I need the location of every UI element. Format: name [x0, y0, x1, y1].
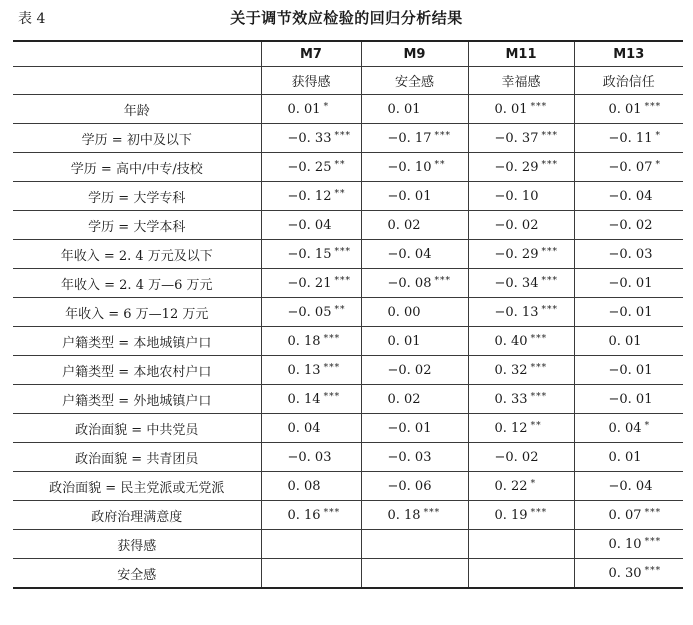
significance-stars: ***	[644, 507, 662, 518]
coefficient-value: 0. 18	[387, 507, 421, 523]
coefficient-cell	[574, 501, 683, 530]
coefficient-value: 0. 04	[287, 420, 321, 436]
row-label: 获得感	[13, 530, 261, 559]
coefficient-value: 0. 12	[494, 420, 528, 436]
coefficient-value: −0. 01	[608, 362, 653, 378]
table-caption	[0, 6, 693, 30]
coefficient-value: 0. 02	[387, 217, 421, 233]
coefficient-value: −0. 25	[287, 159, 332, 175]
table-row	[13, 182, 683, 211]
model-header: M13	[574, 41, 683, 67]
variable-header-row	[13, 67, 683, 95]
table-row	[13, 298, 683, 327]
coefficient-value: −0. 03	[608, 246, 653, 262]
coefficient-cell	[574, 269, 683, 298]
coefficient-value: −0. 12	[287, 188, 332, 204]
significance-stars: ***	[530, 391, 548, 402]
coefficient-value: −0. 02	[494, 449, 539, 465]
variable-header: 安全感	[361, 67, 468, 95]
table-number: 表 4	[18, 11, 46, 27]
coefficient-value: 0. 04	[608, 420, 642, 436]
coefficient-cell	[361, 530, 468, 559]
significance-stars: ***	[323, 362, 341, 373]
regression-results-table	[13, 40, 683, 589]
model-header: M11	[468, 41, 574, 67]
significance-stars: ***	[644, 565, 662, 576]
coefficient-cell	[261, 443, 361, 472]
coefficient-cell	[468, 356, 574, 385]
coefficient-value: 0. 00	[387, 304, 421, 320]
significance-stars: ***	[530, 101, 548, 112]
coefficient-value: −0. 29	[494, 246, 539, 262]
row-label: 户籍类型 = 本地农村户口	[13, 356, 261, 385]
table-row	[13, 240, 683, 269]
coefficient-cell	[361, 182, 468, 211]
coefficient-cell	[574, 530, 683, 559]
significance-stars: **	[334, 159, 346, 170]
coefficient-value: −0. 03	[387, 449, 432, 465]
coefficient-value: −0. 07	[608, 159, 653, 175]
coefficient-cell	[574, 240, 683, 269]
coefficient-value: 0. 01	[387, 333, 421, 349]
coefficient-value: 0. 16	[287, 507, 321, 523]
table-row	[13, 211, 683, 240]
coefficient-cell	[361, 385, 468, 414]
row-label: 安全感	[13, 559, 261, 589]
coefficient-value: 0. 18	[287, 333, 321, 349]
header-corner	[13, 67, 261, 95]
coefficient-value: −0. 01	[387, 420, 432, 436]
coefficient-value: −0. 04	[287, 217, 332, 233]
coefficient-value: 0. 01	[387, 101, 421, 117]
coefficient-value: 0. 13	[287, 362, 321, 378]
coefficient-cell	[361, 414, 468, 443]
coefficient-cell	[468, 153, 574, 182]
coefficient-cell	[574, 95, 683, 124]
row-label: 学历 = 高中/中专/技校	[13, 153, 261, 182]
coefficient-cell	[574, 124, 683, 153]
coefficient-cell	[574, 414, 683, 443]
row-label: 政治面貌 = 中共党员	[13, 414, 261, 443]
coefficient-cell	[361, 95, 468, 124]
coefficient-cell	[361, 298, 468, 327]
coefficient-value: −0. 02	[494, 217, 539, 233]
significance-stars: ***	[334, 130, 351, 141]
coefficient-value: −0. 01	[608, 391, 653, 407]
variable-header: 幸福感	[468, 67, 574, 95]
significance-stars: ***	[530, 362, 548, 373]
coefficient-value: −0. 13	[494, 304, 539, 320]
significance-stars: ***	[644, 536, 662, 547]
coefficient-cell	[468, 327, 574, 356]
table-row	[13, 95, 683, 124]
coefficient-value: 0. 10	[608, 536, 642, 552]
coefficient-value: −0. 33	[287, 130, 332, 146]
significance-stars: ***	[541, 246, 558, 257]
coefficient-cell	[261, 559, 361, 589]
coefficient-cell	[468, 182, 574, 211]
coefficient-cell	[261, 501, 361, 530]
coefficient-value: −0. 17	[387, 130, 432, 146]
significance-stars: ***	[423, 507, 441, 518]
coefficient-value: −0. 05	[287, 304, 332, 320]
significance-stars: **	[434, 159, 446, 170]
coefficient-cell	[468, 385, 574, 414]
coefficient-value: 0. 01	[608, 333, 642, 349]
coefficient-value: 0. 19	[494, 507, 528, 523]
coefficient-cell	[361, 153, 468, 182]
coefficient-value: −0. 10	[387, 159, 432, 175]
significance-stars: **	[334, 188, 346, 199]
significance-stars: *	[655, 159, 661, 170]
significance-stars: ***	[541, 159, 558, 170]
coefficient-cell	[574, 443, 683, 472]
table-row	[13, 153, 683, 182]
coefficient-value: −0. 01	[608, 275, 653, 291]
coefficient-cell	[468, 240, 574, 269]
coefficient-value: 0. 40	[494, 333, 528, 349]
coefficient-cell	[261, 95, 361, 124]
coefficient-cell	[361, 211, 468, 240]
coefficient-cell	[261, 327, 361, 356]
coefficient-cell	[468, 559, 574, 589]
model-header: M9	[361, 41, 468, 67]
row-label: 户籍类型 = 本地城镇户口	[13, 327, 261, 356]
coefficient-value: 0. 33	[494, 391, 528, 407]
table-row	[13, 124, 683, 153]
coefficient-value: −0. 29	[494, 159, 539, 175]
coefficient-cell	[361, 356, 468, 385]
coefficient-value: −0. 08	[387, 275, 432, 291]
row-label: 学历 = 初中及以下	[13, 124, 261, 153]
coefficient-value: −0. 03	[287, 449, 332, 465]
coefficient-value: 0. 22	[494, 478, 528, 494]
row-label: 学历 = 大学本科	[13, 211, 261, 240]
coefficient-cell	[468, 211, 574, 240]
coefficient-value: −0. 01	[608, 304, 653, 320]
significance-stars: **	[334, 304, 346, 315]
significance-stars: ***	[530, 333, 548, 344]
coefficient-value: 0. 01	[494, 101, 528, 117]
coefficient-cell	[261, 530, 361, 559]
significance-stars: ***	[644, 101, 662, 112]
coefficient-cell	[574, 182, 683, 211]
coefficient-cell	[574, 385, 683, 414]
coefficient-cell	[261, 298, 361, 327]
coefficient-cell	[361, 501, 468, 530]
significance-stars: *	[644, 420, 651, 431]
table-row	[13, 443, 683, 472]
coefficient-cell	[574, 356, 683, 385]
coefficient-cell	[261, 240, 361, 269]
model-header-row	[13, 41, 683, 67]
table-row	[13, 501, 683, 530]
coefficient-cell	[574, 211, 683, 240]
table-row	[13, 472, 683, 501]
significance-stars: *	[655, 130, 661, 141]
variable-header: 获得感	[261, 67, 361, 95]
coefficient-value: 0. 08	[287, 478, 321, 494]
coefficient-value: 0. 01	[608, 449, 642, 465]
row-label: 年收入 = 2. 4 万—6 万元	[13, 269, 261, 298]
coefficient-cell	[468, 443, 574, 472]
row-label: 政治面貌 = 共青团员	[13, 443, 261, 472]
variable-header: 政治信任	[574, 67, 683, 95]
coefficient-cell	[261, 356, 361, 385]
coefficient-value: −0. 37	[494, 130, 539, 146]
row-label: 年龄	[13, 95, 261, 124]
coefficient-cell	[361, 124, 468, 153]
significance-stars: ***	[541, 130, 558, 141]
coefficient-value: 0. 07	[608, 507, 642, 523]
coefficient-cell	[261, 153, 361, 182]
significance-stars: ***	[323, 391, 341, 402]
significance-stars: ***	[434, 275, 451, 286]
significance-stars: *	[323, 101, 330, 112]
row-label: 政府治理满意度	[13, 501, 261, 530]
coefficient-cell	[361, 269, 468, 298]
significance-stars: ***	[541, 304, 558, 315]
coefficient-cell	[574, 327, 683, 356]
row-label: 户籍类型 = 外地城镇户口	[13, 385, 261, 414]
significance-stars: ***	[323, 333, 341, 344]
coefficient-value: −0. 02	[608, 217, 653, 233]
significance-stars: ***	[434, 130, 451, 141]
model-header: M7	[261, 41, 361, 67]
table-row	[13, 530, 683, 559]
coefficient-value: 0. 01	[287, 101, 321, 117]
coefficient-cell	[261, 182, 361, 211]
coefficient-value: 0. 32	[494, 362, 528, 378]
row-label: 年收入 = 6 万—12 万元	[13, 298, 261, 327]
significance-stars: ***	[334, 275, 351, 286]
coefficient-value: −0. 02	[387, 362, 432, 378]
coefficient-value: −0. 15	[287, 246, 332, 262]
table-title: 关于调节效应检验的回归分析结果	[230, 9, 463, 27]
coefficient-cell	[261, 472, 361, 501]
row-label: 年收入 = 2. 4 万元及以下	[13, 240, 261, 269]
coefficient-cell	[468, 414, 574, 443]
significance-stars: ***	[530, 507, 548, 518]
coefficient-cell	[468, 124, 574, 153]
significance-stars: ***	[323, 507, 341, 518]
significance-stars: **	[530, 420, 542, 431]
table-row	[13, 356, 683, 385]
coefficient-cell	[361, 240, 468, 269]
significance-stars: *	[530, 478, 537, 489]
row-label: 学历 = 大学专科	[13, 182, 261, 211]
table-row	[13, 327, 683, 356]
coefficient-value: −0. 34	[494, 275, 539, 291]
coefficient-cell	[574, 298, 683, 327]
coefficient-value: 0. 14	[287, 391, 321, 407]
coefficient-value: −0. 11	[608, 130, 653, 146]
coefficient-value: 0. 30	[608, 565, 642, 581]
coefficient-cell	[361, 472, 468, 501]
significance-stars: ***	[541, 275, 558, 286]
significance-stars: ***	[334, 246, 351, 257]
coefficient-value: −0. 01	[387, 188, 432, 204]
coefficient-cell	[574, 472, 683, 501]
table-row	[13, 414, 683, 443]
coefficient-cell	[261, 124, 361, 153]
coefficient-cell	[468, 269, 574, 298]
coefficient-value: −0. 04	[608, 478, 653, 494]
coefficient-cell	[361, 559, 468, 589]
coefficient-cell	[261, 211, 361, 240]
coefficient-value: −0. 06	[387, 478, 432, 494]
coefficient-cell	[261, 414, 361, 443]
coefficient-value: −0. 04	[387, 246, 432, 262]
table-row	[13, 269, 683, 298]
row-label: 政治面貌 = 民主党派或无党派	[13, 472, 261, 501]
coefficient-cell	[468, 298, 574, 327]
table-row	[13, 559, 683, 589]
coefficient-cell	[468, 95, 574, 124]
coefficient-cell	[361, 327, 468, 356]
coefficient-value: 0. 01	[608, 101, 642, 117]
coefficient-cell	[468, 472, 574, 501]
coefficient-cell	[574, 559, 683, 589]
coefficient-cell	[468, 530, 574, 559]
coefficient-value: −0. 21	[287, 275, 332, 291]
coefficient-cell	[261, 269, 361, 298]
header-corner	[13, 41, 261, 67]
coefficient-cell	[261, 385, 361, 414]
coefficient-cell	[361, 443, 468, 472]
coefficient-value: −0. 04	[608, 188, 653, 204]
coefficient-cell	[468, 501, 574, 530]
table-row	[13, 385, 683, 414]
coefficient-value: −0. 10	[494, 188, 539, 204]
coefficient-value: 0. 02	[387, 391, 421, 407]
coefficient-cell	[574, 153, 683, 182]
